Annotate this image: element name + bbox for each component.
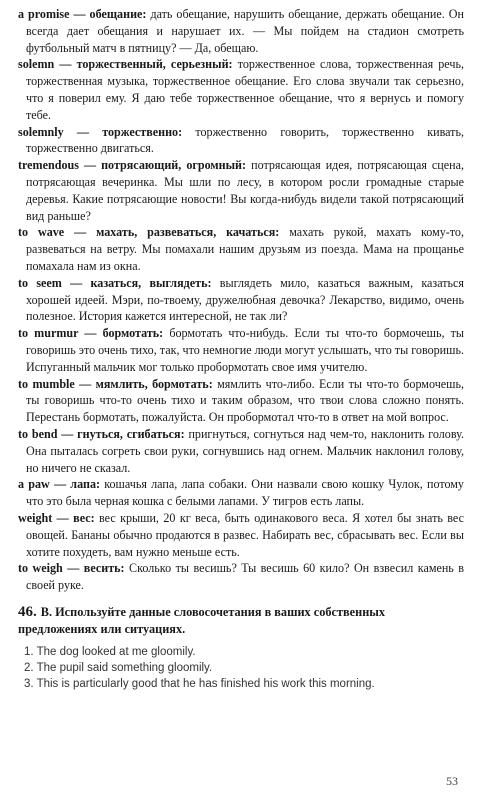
entry-text: торжественное слова, торжественная речь, торжественная музыка, торжественное обещание. Его слова звучали так серьезно, что я поверил ему. Я даю тебе торжественное обещание, что я вернусь и помогу тебе. — [26, 57, 464, 122]
vocab-entry — [18, 157, 464, 224]
exercise-sentence: 1. The dog looked at me gloomily. — [24, 645, 196, 658]
entry-term: a promise — обещание: — [18, 7, 147, 21]
entry-term: solemn — торжественный, серьезный: — [18, 57, 233, 72]
exercise-sentence: 2. The pupil said something gloomily. — [24, 661, 213, 674]
vocab-entry — [18, 510, 464, 560]
entry-term: to wave — махать, развеваться, качаться: — [18, 225, 280, 240]
entry-text: пригнуться, согнуться над чем-то, наклонить голову. Она пыталась согреть свои руки, согнувшись над огнем. Мальчик наклонил голову, но ничего не сказал. — [26, 426, 464, 475]
entry-term: to bend — гнуться, сгибаться: — [18, 426, 185, 441]
vocab-entry — [18, 476, 464, 510]
entry-text: выглядеть мило, казаться важным, казаться хорошей идеей. Мэри, по-твоему, дружелюбная девочка? Лекарство, видимо, очень полезное. История кажется интересной, не так ли? — [26, 275, 464, 324]
entry-term: to seem — казаться, выглядеть: — [18, 275, 212, 290]
entry-term: solemnly — торжественно: — [18, 124, 183, 139]
vocab-entry — [18, 6, 464, 56]
entry-text: торжественно говорить, торжественно кивать, торжественно двигаться. — [26, 124, 464, 156]
entry-term: to murmur — бормотать: — [18, 326, 164, 341]
entry-text: мямлить что-либо. Если ты что-то бормочешь, ты говоришь что-то очень тихо и таким образом, что твои слова сложно понять. Перестань бормотать, пожалуйста. Он пробормотал что-то в ответ на мой вопрос. — [26, 376, 464, 425]
page-number: 53 — [446, 774, 458, 788]
entry-term: a paw — лапа: — [18, 477, 101, 492]
vocab-entry — [18, 275, 464, 325]
exercise-section — [18, 604, 464, 692]
entry-text: бормотать что-нибудь. Если ты что-то бормочешь, ты говоришь это очень тихо, так, что немногие люди могут услышать, что ты говоришь. Испуганный мальчик мог только пробормотать свое имя учителю. — [26, 326, 465, 374]
exercise-instruction: B. Используйте данные словосочетания в ваших собственных предложениях или ситуациях. — [18, 604, 386, 636]
entry-text: потрясающая идея, потрясающая сцена, потрясающая вечеринка. Мы шли по лесу, в котором росли громадные старые деревья. Какие потрясающие новости! Вы когда-нибудь видели такой потрясающий вид раньше? — [26, 158, 464, 223]
vocab-entry — [18, 560, 464, 594]
entry-text: махать рукой, махать кому-то, развеваться на ветру. Мы помахали нашим друзьям из поезда. Мама на прощанье помахала нам из окна. — [26, 225, 465, 273]
exercise-sentence-list — [24, 644, 464, 692]
exercise-number: 46. — [18, 603, 37, 620]
vocab-entry — [18, 325, 464, 375]
entry-term: to weigh — весить: — [18, 561, 125, 576]
vocabulary-entries — [18, 6, 464, 594]
vocab-entry — [18, 124, 464, 158]
vocab-entry — [18, 376, 464, 426]
vocab-entry — [18, 224, 464, 274]
entry-text: дать обещание, нарушить обещание, держать обещание. Он всегда дает обещания и нарушает их. — Мы пойдем на стадион смотреть футбольный матч в пятницу? — Да, обещаю. — [26, 7, 464, 55]
vocab-entry — [18, 56, 464, 123]
vocab-entry — [18, 426, 464, 476]
entry-term: weight — вес: — [18, 510, 95, 525]
exercise-heading — [18, 604, 464, 638]
exercise-sentence: 3. This is particularly good that he has finished his work this morning. — [24, 677, 375, 690]
entry-term: tremendous — потрясающий, огромный: — [18, 158, 247, 173]
entry-text: кошачья лапа, лапа собаки. Они назвали свою кошку Чулок, потому что это была черная кошка с белыми лапами. У тигров есть лапы. — [26, 477, 464, 509]
entry-term: to mumble — мямлить, бормотать: — [18, 376, 213, 391]
entry-text: вес крыши, 20 кг веса, быть одинакового веса. Я хотел бы знать вес овощей. Бананы обычно продаются в развес. Набирать вес, сбрасывать вес. Если вы хотите похудеть, вам нужно меньше есть. — [26, 510, 464, 559]
entry-text: Сколько ты весишь? Ты весишь 60 кило? Он взвесил камень в своей руке. — [26, 561, 465, 593]
